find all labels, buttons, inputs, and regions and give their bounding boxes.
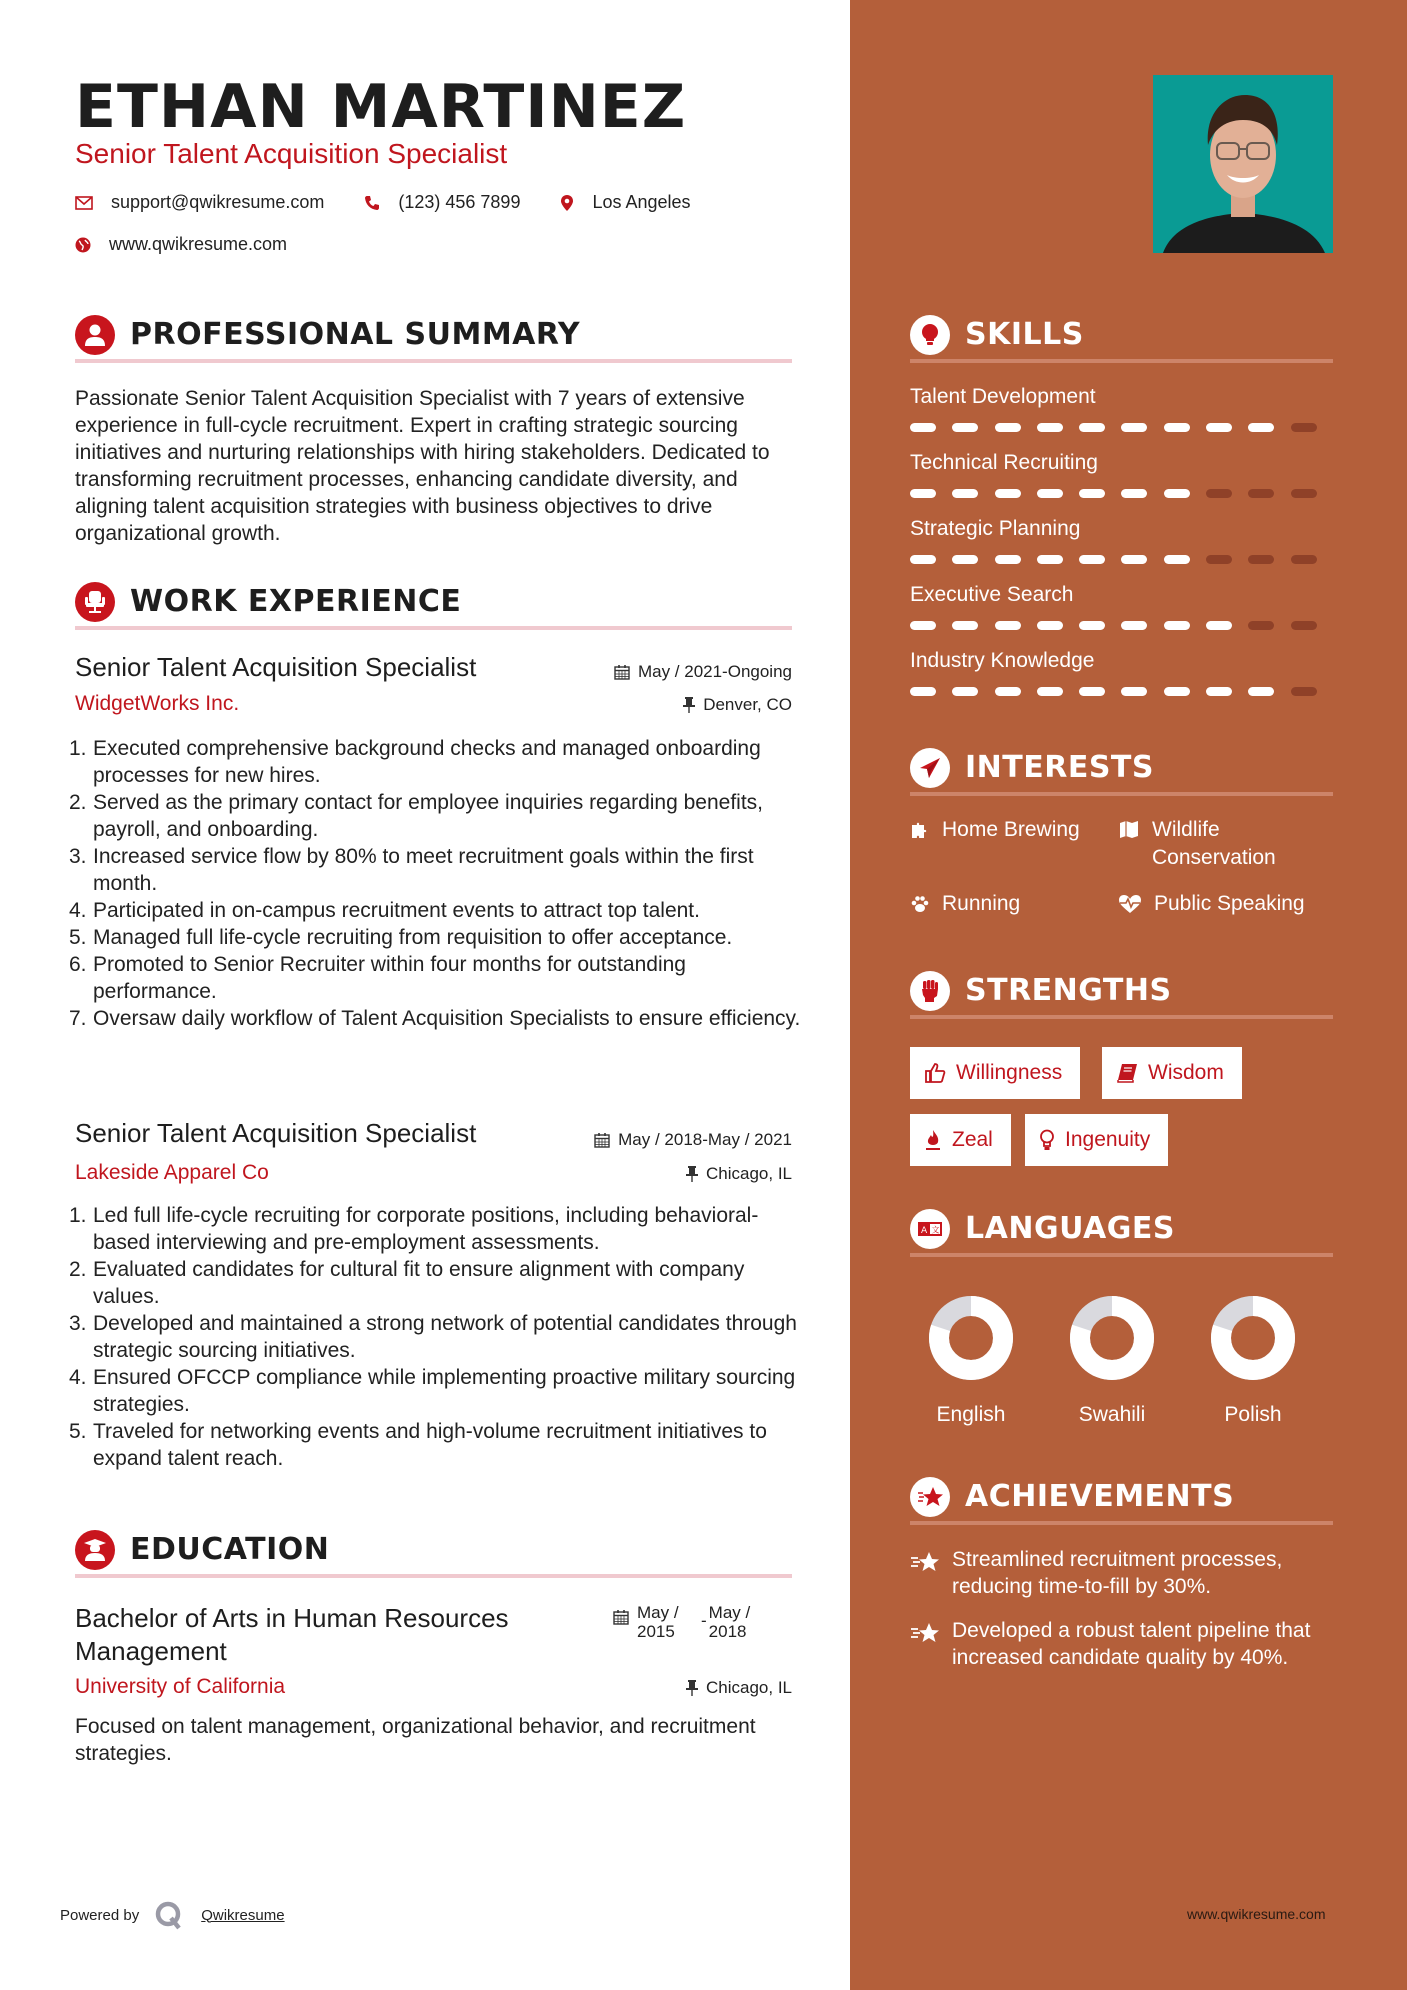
language-name: English	[936, 1403, 1006, 1426]
duty-list	[69, 1202, 803, 1472]
strength-badge	[910, 1047, 1080, 1099]
paw-icon	[910, 894, 930, 914]
qwikresume-link[interactable]: Qwikresume	[201, 1906, 285, 1924]
skill-name: Executive Search	[910, 583, 1074, 606]
pushpin-icon	[686, 1166, 698, 1182]
contact-phone[interactable]	[364, 192, 520, 213]
school-name: University of California	[75, 1675, 286, 1698]
skill-segment-empty	[1206, 555, 1232, 564]
contact-location	[560, 192, 690, 213]
calendar-icon	[613, 1609, 629, 1625]
puzzle-icon	[910, 820, 930, 840]
skill-segment-filled	[995, 687, 1021, 696]
list-number: 3.	[69, 845, 87, 868]
section-title: EDUCATION	[130, 1532, 330, 1567]
language-donut	[1210, 1295, 1296, 1381]
interest-label: Home Brewing	[942, 818, 1080, 841]
skill-segment-filled	[1121, 621, 1147, 630]
skill-segment-empty	[1206, 489, 1232, 498]
skill-segment-filled	[910, 687, 936, 696]
skill-segment-filled	[1079, 555, 1105, 564]
duty-text: Increased service flow by 80% to meet recruitment goals within the first month.	[93, 845, 754, 895]
list-item	[69, 1202, 803, 1256]
contact-email[interactable]	[75, 192, 324, 213]
skill-segment-filled	[1037, 489, 1063, 498]
interest-label: Running	[942, 892, 1021, 915]
duty-text: Ensured OFCCP compliance while implementing proactive military sourcing strategies.	[93, 1366, 796, 1416]
skill-segment-empty	[1291, 687, 1317, 696]
job-location-text: Chicago, IL	[706, 1164, 792, 1183]
skill-segment-filled	[910, 489, 936, 498]
skill-level-bar	[910, 423, 1333, 432]
list-number: 6.	[69, 953, 87, 976]
skill-segment-filled	[1121, 687, 1147, 696]
job-dates	[594, 1130, 792, 1150]
section-header-languages	[910, 1207, 1333, 1257]
map-icon	[1118, 820, 1140, 840]
skill-segment-filled	[1248, 423, 1274, 432]
education-end: May / 2018	[708, 1603, 751, 1641]
job-dates	[614, 662, 792, 682]
list-number: 5.	[69, 926, 87, 949]
powered-by-label: Powered by	[60, 1906, 140, 1924]
svg-text:A: A	[921, 1226, 928, 1236]
skill-name: Industry Knowledge	[910, 649, 1095, 672]
skill-segment-filled	[1079, 621, 1105, 630]
section-header-experience	[75, 580, 792, 630]
skill-segment-filled	[1164, 687, 1190, 696]
skill-segment-filled	[1121, 489, 1147, 498]
skill-segment-filled	[1206, 423, 1232, 432]
section-title: ACHIEVEMENTS	[965, 1479, 1235, 1514]
fist-icon	[910, 971, 950, 1011]
skill-segment-filled	[995, 489, 1021, 498]
qwikresume-logo-icon	[155, 1900, 183, 1930]
skill-segment-filled	[1037, 555, 1063, 564]
lightbulb-icon	[910, 315, 950, 355]
paper-plane-icon	[910, 748, 950, 788]
skill-segment-empty	[1291, 621, 1317, 630]
achievement-item	[910, 1617, 1340, 1671]
skill-segment-filled	[1164, 423, 1190, 432]
section-header-summary	[75, 313, 792, 363]
language-donut	[1069, 1295, 1155, 1381]
achievement-text: Streamlined recruitment processes, reducing time-to-fill by 30%.	[952, 1548, 1283, 1598]
email-text: support@qwikresume.com	[111, 192, 325, 212]
interest-label: Public Speaking	[1154, 892, 1305, 915]
list-number: 1.	[69, 1204, 87, 1227]
achievement-text: Developed a robust talent pipeline that increased candidate quality by 40%.	[952, 1619, 1311, 1669]
map-marker-icon	[560, 194, 574, 212]
fire-icon	[924, 1129, 942, 1151]
skill-segment-filled	[910, 621, 936, 630]
skill-segment-filled	[952, 687, 978, 696]
skill-segment-filled	[995, 423, 1021, 432]
job-location-text: Denver, CO	[703, 695, 792, 714]
skill-item	[910, 583, 1333, 630]
skill-level-bar	[910, 687, 1333, 696]
duty-text: Executed comprehensive background checks and managed onboarding processes for new hires.	[93, 737, 761, 787]
skill-segment-filled	[1079, 687, 1105, 696]
thumbs-up-icon	[924, 1062, 946, 1084]
lightbulb-outline-icon	[1039, 1129, 1055, 1151]
list-number: 5.	[69, 1420, 87, 1443]
job-dates-text: May / 2018-May / 2021	[618, 1130, 792, 1149]
job-dates-text: May / 2021-Ongoing	[637, 662, 792, 681]
candidate-title: Senior Talent Acquisition Specialist	[75, 138, 508, 169]
section-title: STRENGTHS	[965, 973, 1172, 1008]
list-item	[69, 1418, 803, 1472]
language-icon	[910, 1209, 950, 1249]
envelope-icon	[75, 196, 93, 210]
shooting-star-icon	[910, 1550, 940, 1574]
date-separator: -	[701, 1611, 707, 1630]
candidate-name: ETHAN MARTINEZ	[75, 72, 687, 142]
skill-segment-empty	[1291, 555, 1317, 564]
list-item	[69, 843, 803, 897]
language-item	[911, 1295, 1031, 1427]
skill-segment-filled	[995, 555, 1021, 564]
duty-text: Managed full life-cycle recruiting from requisition to offer acceptance.	[93, 926, 733, 949]
skill-segment-filled	[1206, 687, 1232, 696]
section-title: LANGUAGES	[965, 1211, 1175, 1246]
summary-text: Passionate Senior Talent Acquisition Specialist with 7 years of extensive experience in full-cycle recruitment. Expert in crafting strategic sourcing initiatives and nurturing relationships with hiring stakeholders. Dedicated to transforming recruitment processes, enhancing candidate diversity, and aligning talent acquisition strategies with business objectives to drive organizational growth.	[75, 387, 770, 545]
shooting-star-icon	[910, 1477, 950, 1517]
interest-item	[1118, 816, 1318, 872]
heartbeat-icon	[1118, 894, 1142, 914]
skill-segment-empty	[1248, 489, 1274, 498]
job-title: Senior Talent Acquisition Specialist	[75, 652, 477, 682]
interest-item	[910, 890, 1020, 918]
list-item	[69, 924, 803, 951]
education-description: Focused on talent management, organizational behavior, and recruitment strategies.	[75, 1715, 756, 1765]
avatar	[1153, 75, 1333, 253]
contact-row	[75, 192, 691, 213]
profile-photo	[1153, 75, 1333, 253]
skill-item	[910, 517, 1333, 564]
education-dates	[613, 1603, 765, 1641]
list-item	[69, 789, 803, 843]
job-location	[683, 695, 792, 715]
skill-name: Strategic Planning	[910, 517, 1081, 540]
skill-segment-empty	[1291, 489, 1317, 498]
list-number: 4.	[69, 1366, 87, 1389]
phone-icon	[364, 195, 380, 211]
pushpin-icon	[683, 697, 695, 713]
graduate-icon	[75, 1530, 115, 1570]
section-header-education	[75, 1528, 792, 1578]
contact-row-website	[75, 234, 287, 255]
skill-name: Talent Development	[910, 385, 1096, 408]
section-title: SKILLS	[965, 317, 1084, 352]
footer-website[interactable]: www.qwikresume.com	[1187, 1906, 1326, 1922]
education-location	[686, 1678, 792, 1698]
list-number: 7.	[69, 1007, 87, 1030]
skill-segment-filled	[1164, 489, 1190, 498]
duty-text: Served as the primary contact for employee inquiries regarding benefits, payroll, and onboarding.	[93, 791, 764, 841]
list-item	[69, 1256, 803, 1310]
list-item	[69, 897, 803, 924]
language-donut	[928, 1295, 1014, 1381]
skill-segment-filled	[1079, 423, 1105, 432]
strength-label: Wisdom	[1148, 1061, 1224, 1084]
skill-segment-filled	[1037, 621, 1063, 630]
education-location-text: Chicago, IL	[706, 1678, 792, 1697]
skill-segment-filled	[1079, 489, 1105, 498]
book-icon	[1116, 1063, 1138, 1083]
list-number: 1.	[69, 737, 87, 760]
section-header-interests	[910, 746, 1333, 796]
company-name: WidgetWorks Inc.	[75, 692, 240, 715]
skill-segment-empty	[1291, 423, 1317, 432]
skill-name: Technical Recruiting	[910, 451, 1098, 474]
section-title: PROFESSIONAL SUMMARY	[130, 317, 581, 352]
powered-by	[60, 1900, 285, 1930]
shooting-star-icon	[910, 1621, 940, 1645]
section-title: WORK EXPERIENCE	[130, 584, 462, 619]
skill-segment-filled	[1164, 621, 1190, 630]
skill-segment-filled	[1164, 555, 1190, 564]
skill-segment-empty	[1248, 555, 1274, 564]
list-item	[69, 735, 803, 789]
strength-badge	[910, 1114, 1011, 1166]
skill-segment-filled	[1121, 423, 1147, 432]
svg-text:文: 文	[931, 1225, 940, 1235]
website-text: www.qwikresume.com	[109, 234, 288, 254]
user-icon	[75, 315, 115, 355]
skill-item	[910, 451, 1333, 498]
list-item	[69, 951, 803, 1005]
job-title: Senior Talent Acquisition Specialist	[75, 1118, 477, 1148]
company-name: Lakeside Apparel Co	[75, 1161, 269, 1184]
interest-item	[1118, 890, 1305, 918]
job-location	[686, 1164, 792, 1184]
skill-segment-filled	[952, 423, 978, 432]
skill-segment-filled	[1037, 423, 1063, 432]
duty-list	[69, 735, 803, 1032]
strength-label: Zeal	[952, 1128, 993, 1151]
skill-segment-filled	[995, 621, 1021, 630]
skill-segment-filled	[952, 489, 978, 498]
skill-segment-empty	[1248, 621, 1274, 630]
calendar-icon	[614, 664, 630, 680]
section-header-strengths	[910, 969, 1333, 1019]
interest-label: Wildlife Conservation	[1152, 818, 1276, 869]
skill-segment-filled	[1248, 687, 1274, 696]
section-header-achievements	[910, 1475, 1333, 1525]
skill-level-bar	[910, 489, 1333, 498]
language-item	[1052, 1295, 1172, 1427]
skill-segment-filled	[1206, 621, 1232, 630]
location-text: Los Angeles	[592, 192, 691, 212]
list-number: 2.	[69, 791, 87, 814]
globe-icon	[75, 237, 91, 253]
skill-level-bar	[910, 555, 1333, 564]
duty-text: Led full life-cycle recruiting for corporate positions, including behavioral-based interviewing and pre-employment assessments.	[93, 1204, 759, 1254]
section-header-skills	[910, 313, 1333, 363]
skill-item	[910, 385, 1333, 432]
skill-level-bar	[910, 621, 1333, 630]
list-number: 3.	[69, 1312, 87, 1335]
strength-label: Ingenuity	[1065, 1128, 1151, 1151]
section-title: INTERESTS	[965, 750, 1154, 785]
duty-text: Oversaw daily workflow of Talent Acquisition Specialists to ensure efficiency.	[93, 1007, 801, 1030]
language-item	[1193, 1295, 1313, 1427]
duty-text: Traveled for networking events and high-volume recruitment initiatives to expand talent reach.	[93, 1420, 767, 1470]
interest-item	[910, 816, 1080, 844]
pushpin-icon	[686, 1680, 698, 1696]
education-start: May / 2015	[637, 1603, 679, 1641]
strength-badge	[1025, 1114, 1168, 1166]
skill-item	[910, 649, 1333, 696]
list-number: 4.	[69, 899, 87, 922]
phone-text: (123) 456 7899	[398, 192, 521, 212]
strength-label: Willingness	[956, 1061, 1063, 1084]
achievement-item	[910, 1546, 1340, 1600]
degree-title: Bachelor of Arts in Human Resources Management	[75, 1603, 509, 1666]
strength-badge	[1102, 1047, 1242, 1099]
skill-segment-filled	[952, 555, 978, 564]
skill-segment-filled	[1037, 687, 1063, 696]
list-item	[69, 1005, 803, 1032]
duty-text: Developed and maintained a strong network of potential candidates through strategic sourcing initiatives.	[93, 1312, 797, 1362]
language-name: Swahili	[1078, 1403, 1146, 1426]
skill-segment-filled	[910, 423, 936, 432]
office-chair-icon	[75, 582, 115, 622]
duty-text: Promoted to Senior Recruiter within four months for outstanding performance.	[93, 953, 686, 1003]
skill-segment-filled	[1121, 555, 1147, 564]
list-item	[69, 1310, 803, 1364]
skill-segment-filled	[952, 621, 978, 630]
skill-segment-filled	[910, 555, 936, 564]
calendar-icon	[594, 1132, 610, 1148]
language-name: Polish	[1224, 1403, 1282, 1426]
list-number: 2.	[69, 1258, 87, 1281]
duty-text: Evaluated candidates for cultural fit to ensure alignment with company values.	[93, 1258, 745, 1308]
list-item	[69, 1364, 803, 1418]
duty-text: Participated in on-campus recruitment events to attract top talent.	[93, 899, 700, 922]
contact-website[interactable]	[75, 234, 287, 255]
